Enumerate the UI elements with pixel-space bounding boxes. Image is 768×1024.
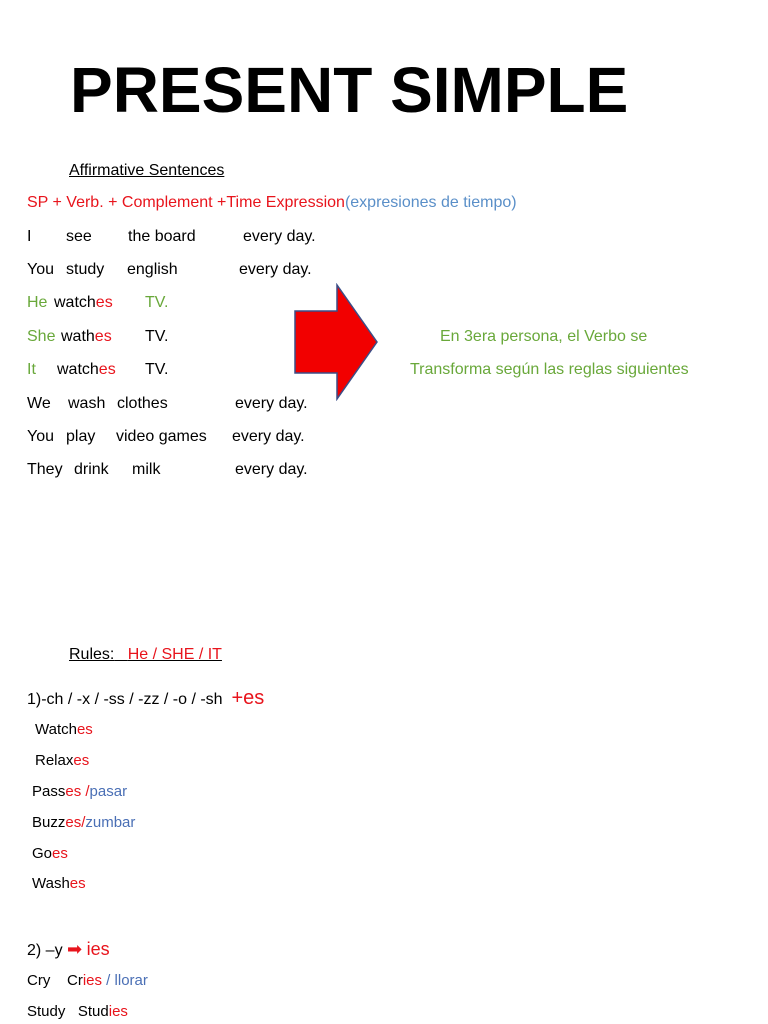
example-slash: /: [102, 972, 111, 989]
row-6-subject: We: [27, 395, 51, 412]
row-5-subject: It: [27, 361, 36, 378]
row-8-subject: They: [27, 461, 63, 478]
example-suffix: es: [76, 721, 93, 738]
row-3-subject: He: [27, 294, 48, 311]
example-translation: pasar: [89, 783, 128, 800]
example-translation: llorar: [114, 972, 148, 989]
row-7-object: video games: [116, 428, 207, 445]
right-arrow-icon: ➡: [67, 939, 83, 959]
row-1-time: every day.: [243, 228, 316, 245]
example-base: Study: [27, 1003, 66, 1020]
affirmative-heading: Affirmative Sentences: [69, 162, 225, 179]
row-6-verb: wash: [68, 395, 106, 412]
rule-1-example-5: [32, 846, 68, 861]
example-base: Relax: [35, 752, 74, 769]
example-suffix: es: [73, 752, 90, 769]
row-1-subject: I: [27, 228, 32, 245]
row-6-time: every day.: [235, 395, 308, 412]
example-base: Pass: [32, 783, 66, 800]
row-2-verb: study: [66, 261, 105, 278]
row-1-object: the board: [128, 228, 196, 245]
rule-1-example-1: [35, 722, 93, 737]
rule-2-example-1: [27, 973, 148, 988]
rules-persons: He / SHE / IT: [127, 646, 222, 663]
rule-1-example-4: [32, 815, 135, 830]
row-7-time: every day.: [232, 428, 305, 445]
example-base: Cry: [27, 972, 51, 989]
row-4-subject: She: [27, 328, 56, 345]
rule-2-example-2: [27, 1004, 128, 1019]
note-line-1: En 3era persona, el Verbo se: [440, 328, 648, 345]
page-title: PRESENT SIMPLE: [70, 54, 629, 126]
row-8-verb: drink: [74, 461, 109, 478]
example-base: Buzz: [32, 814, 66, 831]
example-suffix: es: [52, 845, 68, 862]
row-2-time: every day.: [239, 261, 312, 278]
row-7-verb: play: [66, 428, 96, 445]
row-2-subject: You: [27, 261, 54, 278]
row-4-verb-base: wath: [61, 328, 95, 345]
row-8-time: every day.: [235, 461, 308, 478]
note-line-2: Transforma según las reglas siguientes: [410, 361, 689, 378]
rules-label: Rules:: [69, 646, 115, 663]
row-3-verb: [54, 295, 113, 311]
example-base: Go: [32, 845, 53, 862]
example-result-suffix: ies: [82, 972, 103, 989]
rule-1-suffix: +es: [231, 687, 265, 709]
rule-1-example-2: [35, 753, 89, 768]
rule-2-suffix: ies: [86, 939, 110, 959]
row-3-verb-suffix: es: [95, 294, 113, 311]
row-4-verb-suffix: es: [94, 328, 112, 345]
example-suffix: es /: [65, 783, 90, 800]
example-translation: zumbar: [85, 814, 136, 831]
rule-2-text: 2) –y: [27, 942, 63, 959]
red-right-arrow-icon: [293, 283, 379, 401]
example-base: Wash: [32, 875, 70, 892]
rule-1: [27, 688, 264, 708]
rule-1-text: 1)-ch / -x / -ss / -zz / -o / -sh: [27, 691, 223, 708]
row-7-subject: You: [27, 428, 54, 445]
row-1-verb: see: [66, 228, 92, 245]
row-3-verb-base: watch: [54, 294, 96, 311]
row-3-object: TV.: [145, 294, 169, 311]
rules-heading: [69, 647, 222, 663]
row-2-object: english: [127, 261, 178, 278]
row-6-object: clothes: [117, 395, 168, 412]
example-result-base: Cr: [67, 972, 83, 989]
row-8-object: milk: [132, 461, 161, 478]
formula-translation: (expresiones de tiempo): [344, 194, 517, 211]
rule-2: [27, 940, 110, 959]
row-5-verb-base: watch: [57, 361, 99, 378]
rule-1-example-3: [32, 784, 127, 799]
formula-text: SP + Verb. + Complement +Time Expression: [27, 194, 345, 211]
example-base: Watch: [35, 721, 77, 738]
example-suffix: es/: [65, 814, 86, 831]
row-4-object: TV.: [145, 328, 169, 345]
formula-line: [27, 195, 517, 211]
row-5-verb: [57, 362, 116, 378]
row-5-verb-suffix: es: [98, 361, 116, 378]
rule-1-example-6: [32, 876, 86, 891]
example-suffix: es: [69, 875, 86, 892]
row-5-object: TV.: [145, 361, 169, 378]
example-result-suffix: ies: [108, 1003, 128, 1020]
row-4-verb: [61, 329, 112, 345]
example-result-base: Stud: [77, 1003, 109, 1020]
